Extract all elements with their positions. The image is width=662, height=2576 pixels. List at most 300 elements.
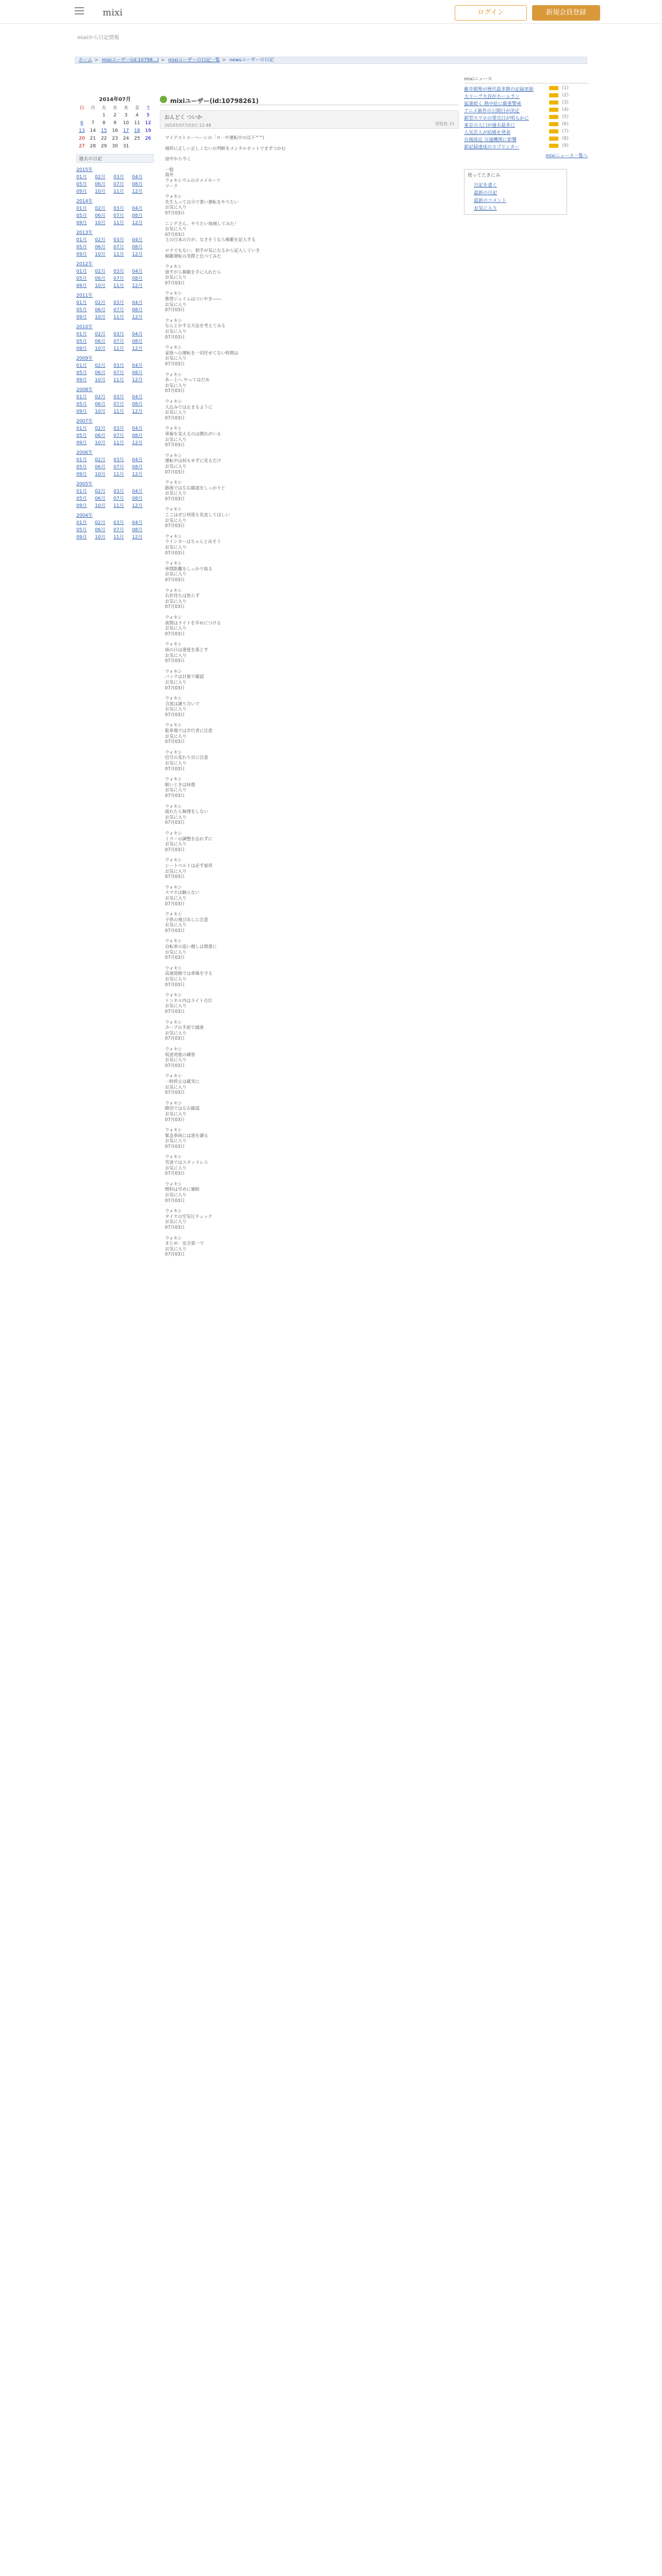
entry-line: バックは目視で確認 [165,674,204,680]
breadcrumb-user[interactable]: mixiユーザー(id:10798...) [102,58,159,63]
news-comment-count: (3) [562,100,569,105]
month-link[interactable]: 07月 [113,213,124,218]
entry-line: タイヤの空気圧チェック [165,1213,212,1219]
news-new-badge [549,86,558,90]
month-link[interactable]: 06月 [95,213,106,218]
month-link[interactable]: 02月 [95,206,106,211]
year-label[interactable]: 2014年 [76,199,93,204]
entry-line: 運転中は何もせずに見るだけ [165,458,221,464]
right-column [464,75,588,215]
month-link[interactable]: 10月 [95,378,106,383]
month-link[interactable]: 03月 [113,363,124,368]
calendar-day[interactable]: 1 [102,112,106,118]
year-label[interactable]: 2007年 [76,419,93,424]
month-link[interactable]: 07月 [113,308,124,313]
month-link[interactable]: 02月 [95,269,106,274]
month-link[interactable]: 01月 [76,300,87,306]
month-link[interactable]: 10月 [95,346,106,351]
year-label[interactable]: 2013年 [76,230,93,235]
month-link[interactable]: 09月 [76,472,87,477]
month-link[interactable]: 06月 [95,370,106,376]
news-link[interactable]: 新記録達成のスプリンター [464,145,520,150]
month-link[interactable]: 11月 [113,283,124,289]
month-link[interactable]: 08月 [132,245,143,250]
month-link[interactable]: 05月 [76,245,87,250]
month-link[interactable]: 02月 [95,520,106,526]
month-link[interactable]: 10月 [95,472,106,477]
month-link[interactable]: 06月 [95,496,106,501]
month-link[interactable]: 09月 [76,440,87,446]
entry-line: 07月03日 [165,685,185,690]
month-link[interactable]: 03月 [113,426,124,431]
entry-line: 高速道路では車線を守る [165,971,213,976]
month-link[interactable]: 09月 [76,409,87,414]
entry-line: 自転車の追い越しは慎重に [165,944,217,950]
entry-line: ウォキシ [165,1019,183,1025]
year-label[interactable]: 2010年 [76,325,93,330]
month-link[interactable]: 06月 [95,245,106,250]
month-link[interactable]: 08月 [132,182,143,187]
side-link[interactable]: 日記を書く [474,183,498,188]
month-link[interactable]: 01月 [76,520,87,526]
entry-paragraph [165,696,454,717]
month-link[interactable]: 10月 [95,315,106,320]
month-link[interactable]: 05月 [76,528,87,533]
breadcrumb-diary-list[interactable]: mixiユーザーの日記一覧 [168,58,220,63]
month-link[interactable]: 02月 [95,395,106,400]
entry-paragraph [165,345,454,366]
year-block [76,197,154,226]
calendar-day[interactable]: 9 [113,120,117,126]
month-link[interactable]: 04月 [132,457,143,463]
month-link[interactable]: 11月 [113,503,124,509]
entry-line: 07月03日 [165,388,185,394]
year-block [76,449,154,477]
month-link[interactable]: 01月 [76,395,87,400]
month-link[interactable]: 01月 [76,206,87,211]
month-link[interactable]: 08月 [132,213,143,218]
month-link[interactable]: 11月 [113,378,124,383]
calendar-day[interactable]: 28 [90,143,96,149]
month-link[interactable]: 03月 [113,457,124,463]
news-link[interactable]: アニメ新作の公開日が決定 [464,109,520,114]
month-link[interactable]: 07月 [113,528,124,533]
calendar-day[interactable]: 15 [101,128,107,133]
entry-line: ウォキシ [165,696,183,701]
entry-paragraph [165,248,454,259]
month-link[interactable]: 09月 [76,283,87,289]
entry-line: スマホは触らない [165,890,200,895]
calendar-day[interactable]: 29 [101,143,107,149]
news-link[interactable]: 藤井棋聖が歴代最多勝の記録更新 [464,87,534,92]
calendar-day[interactable]: 27 [78,143,85,149]
month-link[interactable]: 11月 [113,252,124,257]
calendar-day[interactable]: 14 [90,128,96,133]
register-button[interactable]: 新規会員登録 [532,5,600,21]
month-link[interactable]: 03月 [113,332,124,337]
calendar-day[interactable]: 12 [145,120,151,126]
month-link[interactable]: 05月 [76,339,87,344]
calendar-day[interactable]: 24 [123,135,129,141]
month-link[interactable]: 11月 [113,472,124,477]
month-link[interactable]: 12月 [132,315,143,320]
news-link[interactable]: 台風接近 交通機関に影響 [464,138,517,143]
calendar-day[interactable]: 7 [91,120,94,126]
month-link[interactable]: 07月 [113,339,124,344]
entry-line: ニンゲさん、やりたい地域してみた！ [165,221,239,226]
month-link[interactable]: 05月 [76,276,87,281]
entry-line: ウォキシ [165,803,183,809]
entry-line: お気に入り [165,652,187,658]
news-more-link[interactable]: mixiニュース一覧へ [545,154,588,159]
month-grid [76,173,154,194]
calendar-day[interactable]: 16 [112,128,118,133]
calendar-day[interactable]: 3 [124,112,128,118]
entry-paragraph [165,776,454,798]
calendar-day[interactable]: 11 [134,120,140,126]
entry-line: お気に入り [165,1219,187,1225]
calendar-weekday: 月 [90,106,95,111]
breadcrumb-home[interactable]: ホーム [78,58,93,63]
month-link[interactable]: 03月 [113,206,124,211]
month-link[interactable]: 10月 [95,503,106,509]
year-label[interactable]: 2005年 [76,482,93,487]
month-link[interactable]: 02月 [95,426,106,431]
month-link[interactable]: 09月 [76,503,87,509]
entry-line: お気に入り [165,1138,187,1144]
month-link[interactable]: 03月 [113,395,124,400]
entry-paragraph [165,750,454,771]
month-link[interactable]: 08月 [132,433,143,438]
month-link[interactable]: 12月 [132,189,143,194]
month-link[interactable]: 10月 [95,189,106,194]
month-link[interactable]: 08月 [132,339,143,344]
month-link[interactable]: 02月 [95,238,106,243]
month-link[interactable]: 11月 [113,535,124,540]
calendar-day[interactable]: 8 [102,120,106,126]
side-link[interactable]: 最新のコメント [474,198,507,204]
month-link[interactable]: 06月 [95,308,106,313]
entry-line: お気に入り [165,1057,187,1063]
month-link[interactable]: 08月 [132,370,143,376]
month-link[interactable]: 03月 [113,520,124,526]
month-link[interactable]: 04月 [132,300,143,306]
entry-paragraph [165,885,454,906]
month-link[interactable]: 11月 [113,440,124,446]
entry-paragraph [165,453,454,474]
left-column [76,95,154,540]
month-link[interactable]: 01月 [76,269,87,274]
entry-date: 2014年07月03日 11:48 [164,123,211,128]
news-link[interactable]: 猛暑続く 熱中症に厳重警戒 [464,101,521,107]
entry-paragraph [165,146,454,151]
month-link[interactable]: 12月 [132,346,143,351]
month-link[interactable]: 03月 [113,238,124,243]
month-link[interactable]: 08月 [132,496,143,501]
month-link[interactable]: 04月 [132,426,143,431]
month-link[interactable]: 09月 [76,315,87,320]
month-link[interactable]: 04月 [132,395,143,400]
month-link[interactable]: 07月 [113,276,124,281]
month-link[interactable]: 04月 [132,332,143,337]
month-link[interactable]: 10月 [95,252,106,257]
month-link[interactable]: 03月 [113,175,124,180]
month-link[interactable]: 12月 [132,221,143,226]
entry-line: 車線を変えるのは慣れがいる [165,431,221,436]
entry-line: カーブの手前で減速 [165,1025,204,1030]
month-link[interactable]: 07月 [113,402,124,407]
entry-line: ウォキシ [165,345,183,350]
month-link[interactable]: 11月 [113,189,124,194]
entry-line: 一般 [165,166,174,172]
calendar-day[interactable]: 2 [113,112,117,118]
brand-logo[interactable]: mixi [103,7,123,18]
calendar-day[interactable]: 26 [145,135,151,141]
month-link[interactable]: 07月 [113,245,124,250]
year-label[interactable]: 2009年 [76,356,93,361]
month-link[interactable]: 06月 [95,465,106,470]
month-link[interactable]: 03月 [113,300,124,306]
month-link[interactable]: 12月 [132,252,143,257]
month-link[interactable]: 01月 [76,363,87,368]
month-link[interactable]: 08月 [132,465,143,470]
month-link[interactable]: 08月 [132,402,143,407]
month-link[interactable]: 03月 [113,489,124,494]
calendar-day[interactable]: 6 [80,120,84,126]
calendar-week [76,142,154,150]
month-link[interactable]: 04月 [132,238,143,243]
month-link[interactable]: 04月 [132,175,143,180]
month-link[interactable]: 12月 [132,503,143,509]
entry-line: ここはぜひ何度も見直してほしい [165,512,230,518]
diary-title-bar [160,95,459,105]
month-link[interactable]: 09月 [76,221,87,226]
news-link[interactable]: 人気芸人が結婚を発表 [464,130,511,135]
month-link[interactable]: 11月 [113,315,124,320]
entry-paragraph [165,480,454,501]
breadcrumb-current: newsユーザーの日記 [229,58,274,63]
month-link[interactable]: 12月 [132,535,143,540]
month-link[interactable]: 09月 [76,189,87,194]
entry-line: ウインカーはちゃんと出そう [165,539,221,545]
year-label[interactable]: 2012年 [76,262,93,267]
entry-title: おんどく ついか [164,115,203,121]
month-link[interactable]: 05月 [76,213,87,218]
month-link[interactable]: 05月 [76,402,87,407]
month-link[interactable]: 12月 [132,409,143,414]
month-link[interactable]: 05月 [76,496,87,501]
month-link[interactable]: 02月 [95,457,106,463]
calendar-day[interactable]: 17 [123,128,129,133]
entry-line: ウォキシ [165,992,183,998]
year-block [76,386,154,414]
month-grid [76,362,154,383]
month-link[interactable]: 06月 [95,276,106,281]
month-link[interactable]: 04月 [132,269,143,274]
news-link[interactable]: 東京の人口が過去最多に [464,123,516,128]
month-link[interactable]: 07月 [113,433,124,438]
entry-line: 07月03日 [165,1090,185,1095]
calendar-day[interactable]: 5 [146,112,150,118]
month-link[interactable]: 05月 [76,370,87,376]
entry-line: 07月03日 [165,307,185,313]
month-link[interactable]: 09月 [76,346,87,351]
month-link[interactable]: 04月 [132,489,143,494]
side-link[interactable]: 最新の日記 [474,191,498,196]
entry-paragraph [165,167,454,189]
month-link[interactable]: 02月 [95,363,106,368]
month-link[interactable]: 02月 [95,489,106,494]
month-link[interactable]: 02月 [95,175,106,180]
news-new-badge [549,122,558,126]
entry-line: ウォキシ [165,506,183,512]
calendar-day[interactable]: 21 [90,135,96,141]
month-link[interactable]: 05月 [76,308,87,313]
news-more-link-wrap [464,152,588,159]
entry-line: 07月03日 [165,739,185,744]
calendar-day[interactable]: 4 [135,112,139,118]
month-link[interactable]: 01月 [76,332,87,337]
entry-line: ウォキシ [165,533,183,539]
month-link[interactable]: 02月 [95,300,106,306]
entry-line: ウォキシ [165,1073,183,1079]
month-link[interactable]: 01月 [76,489,87,494]
entry-line: 07月03日 [165,280,185,285]
month-link[interactable]: 01月 [76,175,87,180]
month-link[interactable]: 12月 [132,440,143,446]
year-label[interactable]: 2004年 [76,513,93,518]
entry-line: 07月03日 [165,210,185,215]
entry-paragraph [165,156,454,162]
entry-header [160,110,459,129]
entry-line: 夜間はライトを早めにつける [165,620,221,625]
month-link[interactable]: 01月 [76,238,87,243]
month-link[interactable]: 11月 [113,409,124,414]
entry-line: お気に入り [165,949,187,955]
year-label[interactable]: 2015年 [76,167,93,173]
year-archive [76,166,154,540]
month-link[interactable]: 05月 [76,465,87,470]
month-link[interactable]: 01月 [76,426,87,431]
entry-line: 雨の日は速度を落とす [165,647,208,652]
month-link[interactable]: 04月 [132,363,143,368]
hamburger-menu-icon[interactable] [75,7,84,16]
year-label[interactable]: 2008年 [76,387,93,393]
news-item [464,122,588,127]
month-link[interactable]: 09月 [76,535,87,540]
month-link[interactable]: 10月 [95,440,106,446]
month-link[interactable]: 10月 [95,535,106,540]
month-link[interactable]: 09月 [76,252,87,257]
month-link[interactable]: 06月 [95,339,106,344]
calendar-day[interactable]: 22 [101,135,107,141]
month-link[interactable]: 07月 [113,182,124,187]
entry-line: 07月03日 [165,577,185,582]
entry-line: 07月03日 [165,604,185,609]
entry-line: お気に入り [165,301,187,307]
news-comment-count: (9) [562,143,569,148]
side-links-box [464,169,567,215]
entry-line: 07月03日 [165,927,185,933]
news-new-badge [549,108,558,112]
calendar-day[interactable]: 13 [78,128,85,133]
entry-line: まとめ：安全第一で [165,1241,204,1246]
month-link[interactable]: 10月 [95,221,106,226]
month-link[interactable]: 07月 [113,465,124,470]
month-grid [76,205,154,226]
month-link[interactable]: 07月 [113,496,124,501]
month-link[interactable]: 12月 [132,472,143,477]
login-button[interactable]: ログイン [455,5,527,21]
news-link[interactable]: 大リーグ大谷がホームラン [464,94,520,99]
main-column [160,95,459,2576]
entry-line: ツーク [165,183,178,189]
entry-line: 07月03日 [165,846,185,852]
month-link[interactable]: 06月 [95,433,106,438]
month-link[interactable]: 04月 [132,520,143,526]
entry-paragraph [165,1154,454,1176]
entry-line: 合流は譲り合いで [165,701,200,706]
month-link[interactable]: 10月 [95,283,106,289]
month-link[interactable]: 09月 [76,378,87,383]
entry-paragraph [165,1235,454,1257]
month-link[interactable]: 11月 [113,221,124,226]
calendar-day[interactable]: 30 [112,143,118,149]
entry-paragraph [165,1020,454,1041]
entry-line: 07月03日 [165,415,185,420]
month-link[interactable]: 06月 [95,182,106,187]
news-link[interactable]: 新型スマホの発売日が明らかに [464,116,529,121]
entry-line: お気に入り [165,814,187,820]
news-item [464,93,588,98]
breadcrumb: ホーム > mixiユーザー(id:10798...) > mixiユーザーの日記一覧 > newsユーザーの日記 [75,57,587,64]
entry-line: 07月03日 [165,901,185,906]
calendar-day[interactable]: 23 [112,135,118,141]
calendar-day[interactable]: 10 [123,120,129,126]
month-link[interactable]: 12月 [132,283,143,289]
month-link[interactable]: 11月 [113,346,124,351]
calendar-day[interactable]: 20 [78,135,85,141]
year-label[interactable]: 2006年 [76,450,93,455]
entry-line: ウォキシ [165,776,183,782]
month-link[interactable]: 04月 [132,206,143,211]
entry-paragraph [165,669,454,690]
month-link[interactable]: 03月 [113,269,124,274]
month-link[interactable]: 10月 [95,409,106,414]
calendar-day[interactable]: 31 [123,143,129,149]
news-new-badge [549,115,558,119]
month-link[interactable]: 08月 [132,308,143,313]
month-link[interactable]: 08月 [132,528,143,533]
month-link[interactable]: 08月 [132,276,143,281]
entry-line: お気に入り [165,1003,187,1009]
entry-line: 路地では左右確認をしっかりと [165,485,226,490]
month-link[interactable]: 12月 [132,378,143,383]
month-link[interactable]: 02月 [95,332,106,337]
month-link[interactable]: 06月 [95,402,106,407]
month-link[interactable]: 05月 [76,182,87,187]
month-link[interactable]: 05月 [76,433,87,438]
month-link[interactable]: 07月 [113,370,124,376]
year-label[interactable]: 2011年 [76,293,93,298]
side-link[interactable]: お気に入り [474,206,498,211]
calendar-day[interactable]: 18 [134,128,140,133]
month-link[interactable]: 06月 [95,528,106,533]
calendar-day[interactable]: 19 [145,128,151,133]
month-link[interactable]: 01月 [76,457,87,463]
entry-line: 07月03日 [165,766,185,771]
calendar-day[interactable]: 25 [134,135,140,141]
